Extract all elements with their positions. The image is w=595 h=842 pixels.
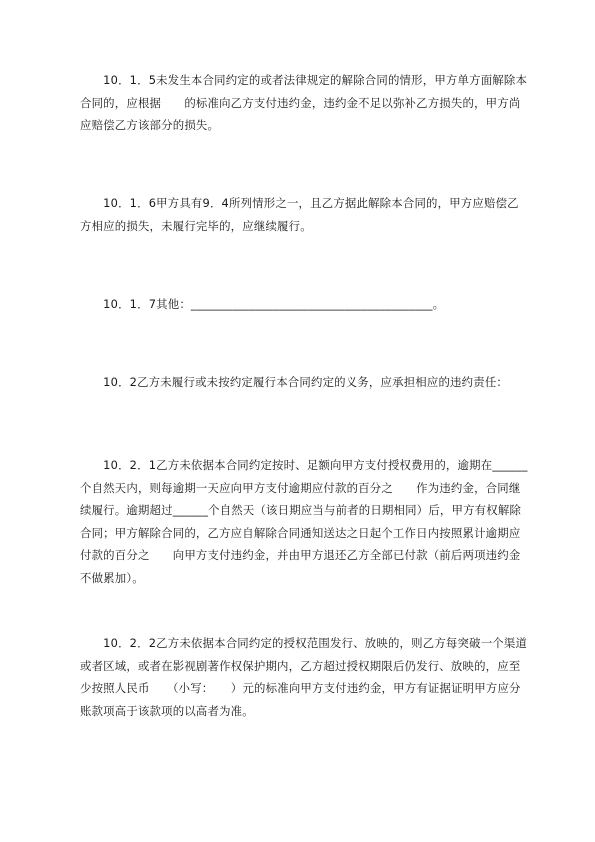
clause-10-1-7: 10．1．7其他：_________________________________________。: [80, 297, 445, 311]
clause-10-2-1: 10．2．1乙方未依据本合同约定按时、足额向甲方支付授权费用的，逾期在______个自然天内，则每逾期一天应向甲方支付逾期应付款的百分之 作为违约金，合同继续履行。逾期超过______个自然天（该日期应当与前者的日期相同）后，甲方有权解除合同；甲方解除合同的，乙方应自解除合同通知送达之日起个工作日内按照累计逾期应付款的百分之 向甲方支付违约金，并由甲方退还乙方全部已付款（前后两项违约金不做累加）。: [80, 458, 528, 585]
clause-10-2: 10．2乙方未履行或未按约定履行本合同约定的义务，应承担相应的违约责任：: [80, 375, 509, 389]
clause-10-1-5: 10．1．5未发生本合同约定的或者法律规定的解除合同的情形，甲方单方面解除本合同的，应根据 的标准向乙方支付违约金，违约金不足以弥补乙方损失的，甲方尚应赔偿乙方该部分的损失。: [80, 73, 528, 132]
clause-10-2-2: 10．2．2乙方未依据本合同约定的授权范围发行、放映的，则乙方每突破一个渠道或者区域，或者在影视剧著作权保护期内，乙方超过授权期限后仍发行、放映的，应至少按照人民币 （小写： ）元的标准向甲方支付违约金，甲方有证据证明甲方应分账款项高于该款项的以高者为准。: [80, 636, 528, 718]
clause-10-1-6: 10．1．6甲方具有9．4所列情形之一，且乙方据此解除本合同的，甲方应赔偿乙方相应的损失，未履行完毕的，应继续履行。: [80, 196, 519, 233]
